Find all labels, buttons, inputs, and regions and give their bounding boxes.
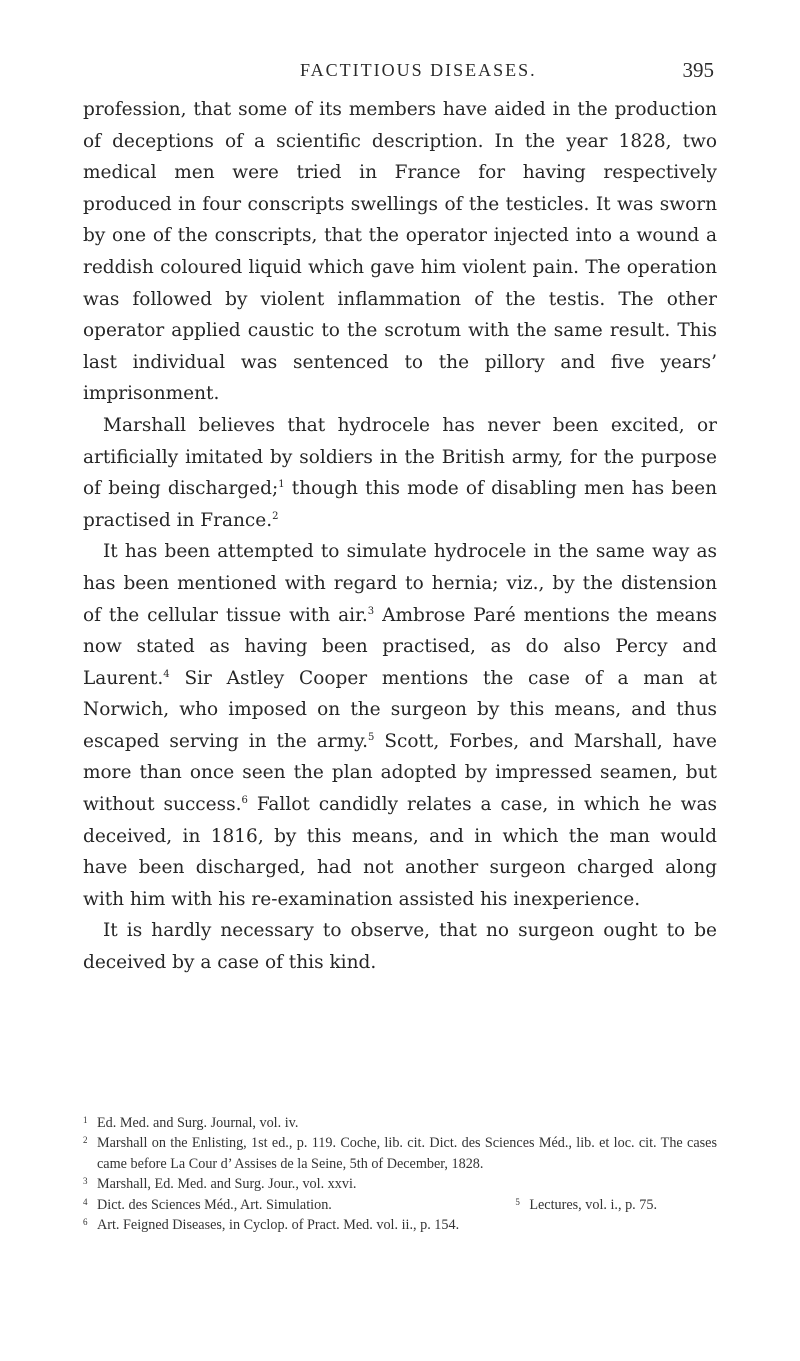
paragraph-text: It is hardly necessary to observe, that no surgeon ought to be deceived by a case of this kind. bbox=[83, 920, 717, 974]
footnote-text: Dict. des Sciences Méd., Art. Simulation. bbox=[97, 1196, 332, 1213]
main-text bbox=[83, 94, 717, 979]
page-number: 395 bbox=[682, 58, 714, 82]
footnote-mark: 2 bbox=[83, 1135, 88, 1146]
footnotes bbox=[83, 1113, 717, 1235]
paragraph bbox=[83, 94, 717, 410]
footnote-mark: 3 bbox=[83, 1176, 88, 1187]
footnote-ref: 5 bbox=[368, 731, 375, 743]
footnote-mark: 1 bbox=[83, 1115, 88, 1125]
paragraph-text: It has been attempted to simulate hydrocele in the same way as has been mentioned with regard to hernia; viz., by the distension of the cellular tissue with air. bbox=[83, 541, 717, 626]
footnote-ref: 2 bbox=[272, 510, 279, 522]
running-title: FACTITIOUS DISEASES. bbox=[300, 60, 537, 80]
footnote-ref: 6 bbox=[241, 794, 248, 806]
footnote bbox=[83, 1133, 717, 1174]
footnote-text: Lectures, vol. i., p. 75. bbox=[529, 1196, 657, 1213]
paragraph-text: profession, that some of its members have aided in the production of deceptions of a scientific description. In the year 1828, two medical men were tried in France for having respectively produced in four conscripts swellings of the testicles. It was sworn by one of the conscripts, that the operator injected into a wound a reddish coloured liquid which gave him violent pain. The operation was followed by violent inflammation of the testis. The other operator applied caustic to the scrotum with the same result. This last individual was sentenced to the pillory and five years’ imprisonment. bbox=[83, 99, 717, 405]
paragraph bbox=[83, 915, 717, 978]
footnote-ref: 1 bbox=[278, 478, 285, 490]
footnote bbox=[83, 1195, 332, 1215]
footnote bbox=[83, 1174, 717, 1194]
paragraph-text: Ambrose Paré mentions the means now stated as having been practised, as do also Percy and Laurent. bbox=[83, 604, 717, 689]
footnote-row bbox=[83, 1195, 717, 1215]
footnote-text: Marshall, Ed. Med. and Surg. Jour., vol. xxvi. bbox=[97, 1176, 357, 1193]
footnote-text: Marshall on the Enlisting, 1st ed., p. 119. Coche, lib. cit. Dict. des Sciences Méd., lib. et loc. cit. The cases came before La Cour d’ Assises de la Seine, 5th of December, 1828. bbox=[97, 1135, 717, 1172]
paragraph bbox=[83, 410, 717, 536]
paragraph bbox=[83, 536, 717, 915]
footnote-ref: 4 bbox=[163, 668, 170, 680]
footnote-mark: 4 bbox=[83, 1196, 88, 1207]
paragraph-text: Scott, Forbes, and Marshall, have more than once seen the plan adopted by impressed seamen, but without success. bbox=[83, 730, 718, 816]
footnote-mark: 5 bbox=[515, 1196, 520, 1207]
footnote bbox=[83, 1113, 717, 1133]
paragraph-text: Sir Astley Cooper mentions the case of a man at Norwich, who imposed on the surgeon by this means, and thus escaped serving in the army. bbox=[83, 667, 717, 752]
paragraph-text: Fallot candidly relates a case, in which he was deceived, in 1816, by this means, and in which the man would have been discharged, had not another surgeon charged along with him with his re-examination assisted his inexperience. bbox=[83, 794, 717, 910]
footnote-text: Ed. Med. and Surg. Journal, vol. iv. bbox=[97, 1115, 299, 1131]
footnote bbox=[83, 1215, 717, 1235]
paragraph-text: though this mode of disabling men has been practised in France. bbox=[83, 478, 717, 531]
footnote-text: Art. Feigned Diseases, in Cyclop. of Pract. Med. vol. ii., p. 154. bbox=[97, 1217, 460, 1234]
footnote bbox=[515, 1195, 657, 1215]
footnote-mark: 6 bbox=[83, 1217, 88, 1228]
footnote-ref: 3 bbox=[367, 605, 375, 617]
paragraph-text: Marshall believes that hydrocele has never been excited, or artificially imitated by soldiers in the British army, for the purpose of being discharged; bbox=[83, 414, 717, 500]
